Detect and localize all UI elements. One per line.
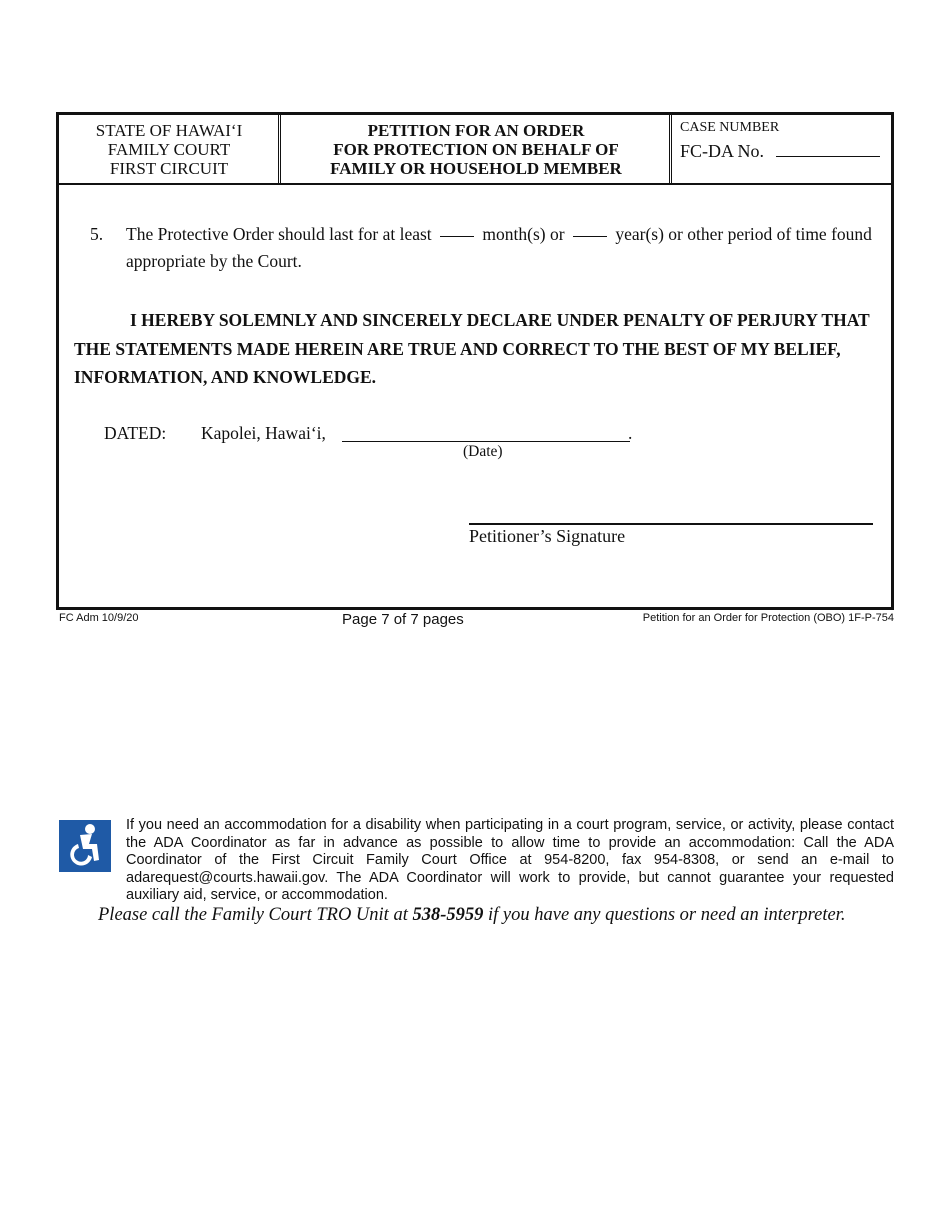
header-divider-2 (669, 112, 672, 185)
dated-period: . (628, 423, 633, 443)
tro-text-after: if you have any questions or need an interpreter. (483, 905, 846, 925)
form-id: Petition for an Order for Protection (OBO) 1F-P-754 (642, 612, 894, 624)
perjury-declaration: I HEREBY SOLEMNLY AND SINCERELY DECLARE UNDER PENALTY OF PERJURY THAT THE STATEMENTS MADE HEREIN ARE TRUE AND CORRECT TO THE BEST OF MY BELIEF, INFORMATION, AND KNOWLEDGE. (74, 310, 870, 387)
item-5-text-b: month(s) or (482, 224, 565, 244)
petitioner-signature-label: Petitioner’s Signature (469, 526, 626, 546)
petitioner-signature-field[interactable] (469, 523, 873, 525)
item-5-text-c: year(s) or other period of time found appropriate by the Court. (126, 224, 872, 271)
dated-place: Kapolei, Hawaiʻi, (201, 423, 326, 443)
form-revision: FC Adm 10/9/20 (59, 612, 139, 624)
form-title (283, 121, 669, 178)
item-5-text-a: The Protective Order should last for at least (126, 224, 432, 244)
tro-text-before: Please call the Family Court TRO Unit at (98, 905, 413, 925)
page-number: Page 7 of 7 pages (342, 611, 464, 628)
court-name-block (60, 121, 278, 178)
case-number-label: CASE NUMBER (680, 120, 780, 135)
case-number-prefix: FC-DA No. (680, 141, 765, 161)
date-caption: (Date) (463, 443, 503, 460)
months-field[interactable] (440, 235, 474, 237)
accessibility-icon (59, 820, 111, 872)
form-title-line-2: FOR PROTECTION ON BEHALF OF (333, 140, 619, 159)
court-circuit: FIRST CIRCUIT (109, 159, 229, 178)
dated-label: DATED: (104, 423, 167, 443)
court-state: STATE OF HAWAIʻI (95, 121, 243, 140)
form-title-line-1: PETITION FOR AN ORDER (367, 121, 585, 140)
ada-notice: If you need an accommodation for a disability when participating in a court program, service, or activity, please contact the ADA Coordinator as far in advance as possible to allow time to provide an accommodation: Call the ADA Coordinator of the First Circuit Family Court Office at 954-8200, fax 954-8308, or send an e-mail to adarequest@courts.hawaii.gov. The ADA Coordinator will work to provide, but cannot guarantee your requested auxiliary aid, service, or accommodation. (126, 817, 894, 903)
case-number-field[interactable] (776, 156, 880, 157)
item-5-text (126, 221, 874, 275)
tro-contact-line (98, 905, 898, 926)
court-type: FAMILY COURT (107, 140, 231, 159)
date-field[interactable] (342, 441, 630, 442)
form-title-line-3: FAMILY OR HOUSEHOLD MEMBER (330, 159, 622, 178)
item-number: 5. (90, 224, 104, 244)
header-divider-1 (278, 112, 281, 185)
tro-phone: 538-5959 (412, 905, 484, 925)
years-field[interactable] (573, 235, 607, 237)
